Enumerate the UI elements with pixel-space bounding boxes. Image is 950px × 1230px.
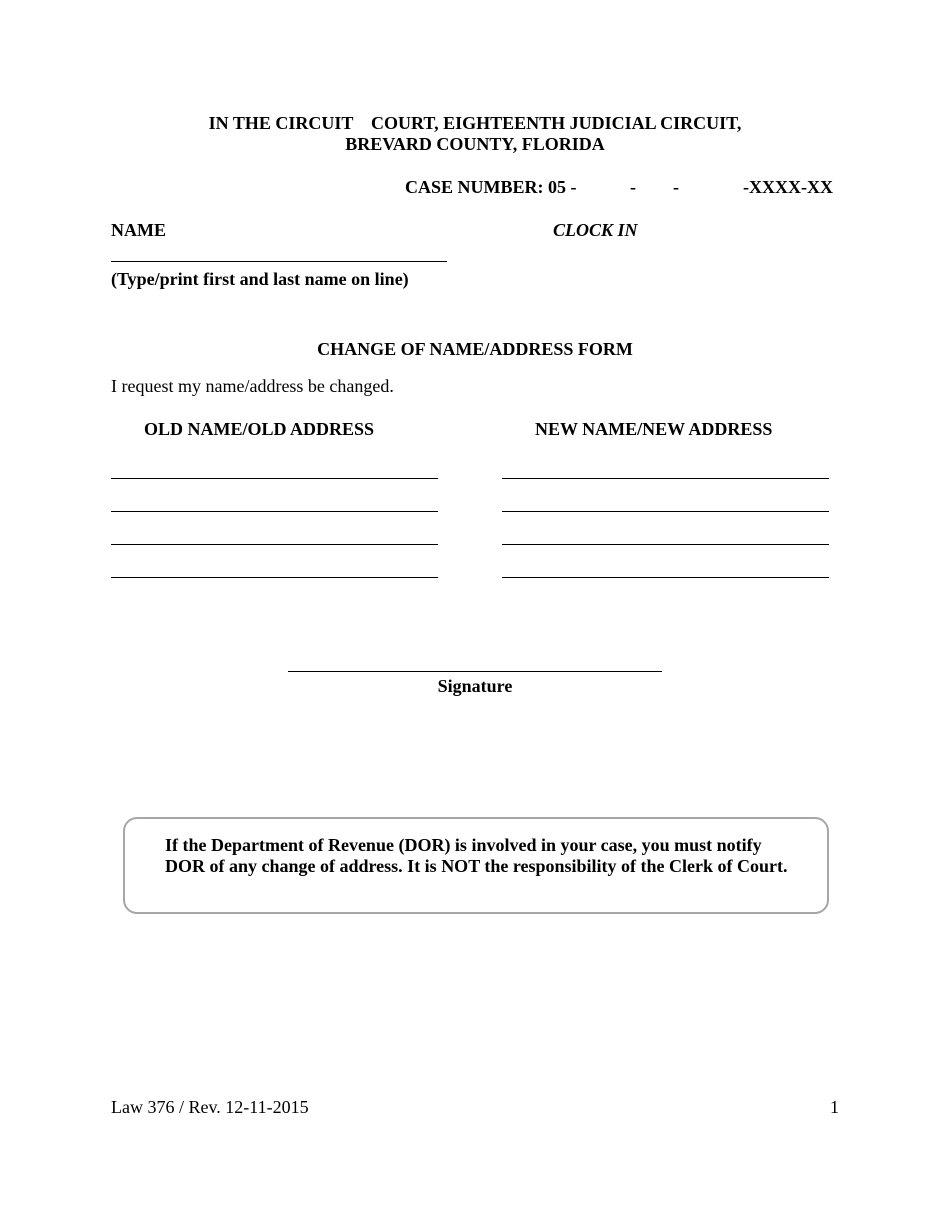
signature-line[interactable] bbox=[288, 671, 662, 672]
name-line[interactable] bbox=[111, 261, 447, 262]
case-number-separator-2: - bbox=[673, 177, 679, 197]
dor-notice-box bbox=[123, 817, 829, 914]
new-address-heading: NEW NAME/NEW ADDRESS bbox=[535, 419, 773, 439]
form-title: CHANGE OF NAME/ADDRESS FORM bbox=[317, 339, 633, 359]
old-address-line-1[interactable] bbox=[111, 478, 438, 479]
new-address-line-2[interactable] bbox=[502, 511, 829, 512]
old-address-line-4[interactable] bbox=[111, 577, 438, 578]
clock-in-label: CLOCK IN bbox=[553, 220, 638, 240]
form-revision: Law 376 / Rev. 12-11-2015 bbox=[111, 1097, 309, 1117]
old-address-line-2[interactable] bbox=[111, 511, 438, 512]
old-address-heading: OLD NAME/OLD ADDRESS bbox=[144, 419, 375, 439]
court-header-line-1: IN THE CIRCUIT COURT, EIGHTEENTH JUDICIAL CIRCUIT, bbox=[208, 113, 742, 133]
new-address-line-3[interactable] bbox=[502, 544, 829, 545]
dor-notice-text: If the Department of Revenue (DOR) is involved in your case, you must notify DOR of any change of address. It is NOT the responsibility of the Clerk of Court. bbox=[165, 835, 788, 876]
case-number-row bbox=[405, 177, 837, 198]
case-number-suffix: -XXXX-XX bbox=[743, 177, 833, 197]
new-address-line-4[interactable] bbox=[502, 577, 829, 578]
case-number-label: CASE NUMBER: 05 - bbox=[405, 177, 577, 197]
request-statement: I request my name/address be changed. bbox=[111, 376, 394, 396]
new-address-line-1[interactable] bbox=[502, 478, 829, 479]
case-number-separator-1: - bbox=[630, 177, 636, 197]
name-label: NAME bbox=[111, 220, 166, 240]
page-number: 1 bbox=[830, 1097, 839, 1117]
name-hint: (Type/print first and last name on line) bbox=[111, 269, 409, 289]
old-address-line-3[interactable] bbox=[111, 544, 438, 545]
court-header-line-2: BREVARD COUNTY, FLORIDA bbox=[345, 134, 605, 154]
signature-label: Signature bbox=[437, 676, 513, 696]
court-header bbox=[0, 113, 950, 155]
